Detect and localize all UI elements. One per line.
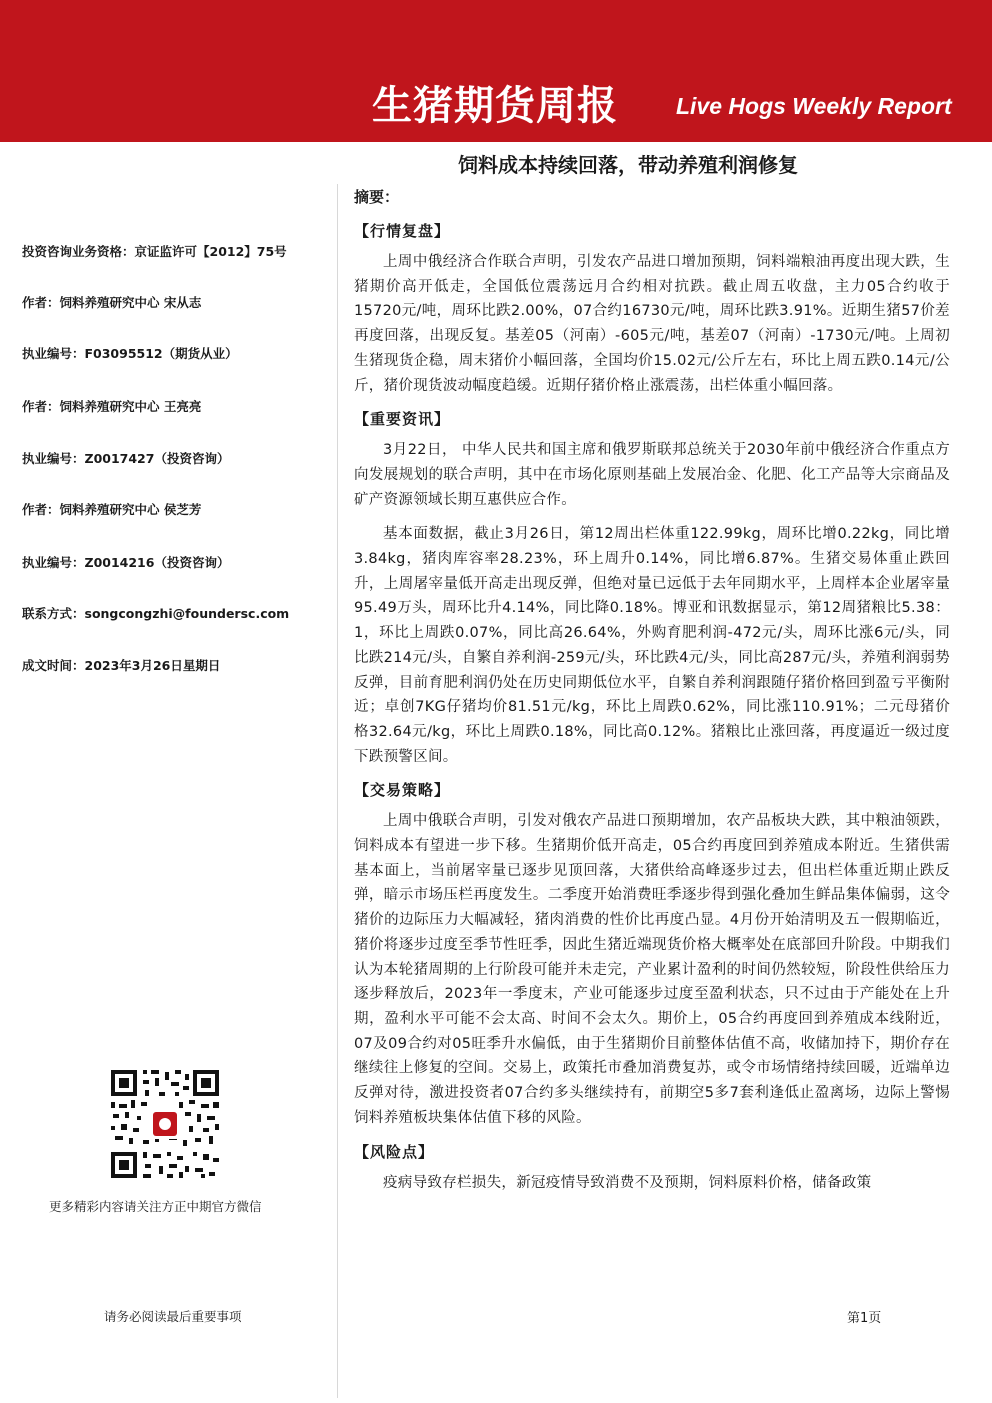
sidebar-author-2: 作者：饲料养殖研究中心 王亮亮 — [22, 399, 202, 414]
qr-caption: 更多精彩内容请关注方正中期官方微信 — [49, 1199, 262, 1214]
paragraph-key-news-2: 基本面数据，截止3月26日，第12周出栏体重122.99kg，周环比增0.22kg，同比增3.84kg，猪肉库容率28.23%，环上周升0.14%，同比增6.87%。生猪交易体重止跌回升，上周屠宰量低开高走出现反弹，但绝对量已远低于去年同期水平，上周样本企业屠宰量95.49万头，周环比升4.14%，同比降0.18%。博亚和讯数据显示，第12周猪粮比5.38：1，环比上周跌0.07%，同比高26.64%，外购育肥利润-472元/头，周环比涨6元/头，同比跌214元/头，自繁自养利润-259元/头，环比跌4元/头，同比高287元/头，养殖利润弱势反弹，目前育肥利润仍处在历史同期低位水平，自繁自养利润跟随仔猪价格回到盈亏平衡附近；卓创7KG仔猪均价81.51元/kg，环比上周跌0.62%，同比涨110.91%；二元母猪价格32.64元/kg，环比上周跌0.18%，同比高0.12%。猪粮比止涨回落，再度逼近一级过度下跌预警区间。 — [354, 526, 950, 765]
sidebar-author-3: 作者：饲料养殖研究中心 侯芝芳 — [22, 502, 202, 517]
sidebar-license-2: 执业编号：Z0017427（投资咨询） — [22, 451, 230, 466]
paragraph-risk: 疫病导致存栏损失，新冠疫情导致消费不及预期，饲料原料价格，储备政策 — [383, 1174, 872, 1191]
sidebar-date: 成文时间：2023年3月26日星期日 — [22, 658, 221, 673]
paragraph-market-review: 上周中俄经济合作联合声明，引发农产品进口增加预期，饲料端粮油再度出现大跌，生猪期价高开低走，全国低位震荡远月合约相对抗跌。截止周五收盘，主力05合约收于15720元/吨，周环比跌2.00%，07合约16730元/吨，周环比跌3.91%。近期生猪57价差再度回落，出现反复。基差05（河南）-605元/吨，基差07（河南）-1730元/吨。上周初生猪现货企稳，周末猪价小幅回落，全国均价15.02元/公斤左右，环比上周五跌0.14元/公斤，猪价现货波动幅度趋缓。近期仔猪价格止涨震荡，出栏体重小幅回落。 — [354, 254, 950, 394]
section-heading-risk: 【风险点】 — [354, 1142, 435, 1161]
sidebar-contact: 联系方式：songcongzhi@foundersc.com — [22, 606, 290, 621]
paragraph-trading-strategy: 上周中俄联合声明，引发对俄农产品进口预期增加，农产品板块大跌，其中粮油领跌，饲料成本有望进一步下移。生猪期价低开高走，05合约再度回到养殖成本附近。生猪供需基本面上，当前屠宰量已逐步见顶回落，大猪供给高峰逐步过去，但出栏体重近期止跌反弹，暗示市场压栏再度发生。二季度开始消费旺季逐步得到强化叠加生鲜品集体偏弱，这令猪价的边际压力大幅减轻，猪肉消费的性价比再度凸显。4月份开始清明及五一假期临近，猪价将逐步过度至季节性旺季，因此生猪近端现货价格大概率处在底部回升阶段。中期我们认为本轮猪周期的上行阶段可能并未走完，产业累计盈利的时间仍然较短，阶段性供给压力逐步释放后，2023年一季度末，产业可能逐步过度至盈利状态，只不过由于产能处在上升期，盈利水平可能不会太高、时间不会太久。期价上，05合约再度回到养殖成本线附近，07及09合约对05旺季升水偏低，由于生猪期价目前整体估值不高，收储加持下，期价存在继续往上修复的空间。交易上，政策托市叠加消费复苏，或令市场情绪持续回暖，近端单边反弹对待，激进投资者07合约多头继续持有，前期空5多7套利逢低止盈离场，边际上警惕饲料养殖板块集体估值下移的风险。 — [354, 813, 950, 1126]
column-divider — [337, 184, 338, 1398]
section-heading-market-review: 【行情复盘】 — [354, 222, 451, 240]
section-heading-key-news: 【重要资讯】 — [354, 410, 451, 429]
banner-title-en: Live Hogs Weekly Report — [676, 93, 952, 119]
section-heading-trading-strategy: 【交易策略】 — [354, 781, 451, 800]
sidebar-license-1: 执业编号：F03095512（期货从业） — [22, 346, 238, 361]
qr-code-graphic — [109, 1068, 221, 1180]
sidebar-license-3: 执业编号：Z0014216（投资咨询） — [22, 555, 230, 570]
banner-title-cn: 生猪期货周报 — [372, 82, 618, 129]
disclaimer-note: 请务必阅读最后重要事项 — [104, 1309, 242, 1324]
abstract-label: 摘要： — [354, 188, 400, 206]
main-content — [354, 186, 950, 1205]
report-banner — [0, 0, 992, 142]
sidebar-author-1: 作者：饲料养殖研究中心 宋从志 — [22, 295, 202, 310]
page-number: 第1页 — [847, 1311, 882, 1326]
paragraph-key-news-1: 3月22日， 中华人民共和国主席和俄罗斯联邦总统关于2030年前中俄经济合作重点方向发展规划的联合声明，其中在市场化原则基础上发展冶金、化肥、化工产品等大宗商品及矿产资源领域长期互惠供应合作。 — [354, 442, 950, 508]
wechat-qr-code — [109, 1068, 221, 1180]
sidebar-qualification: 投资咨询业务资格：京证监许可【2012】75号 — [22, 244, 287, 259]
report-subtitle: 饲料成本持续回落，带动养殖利润修复 — [458, 153, 798, 177]
